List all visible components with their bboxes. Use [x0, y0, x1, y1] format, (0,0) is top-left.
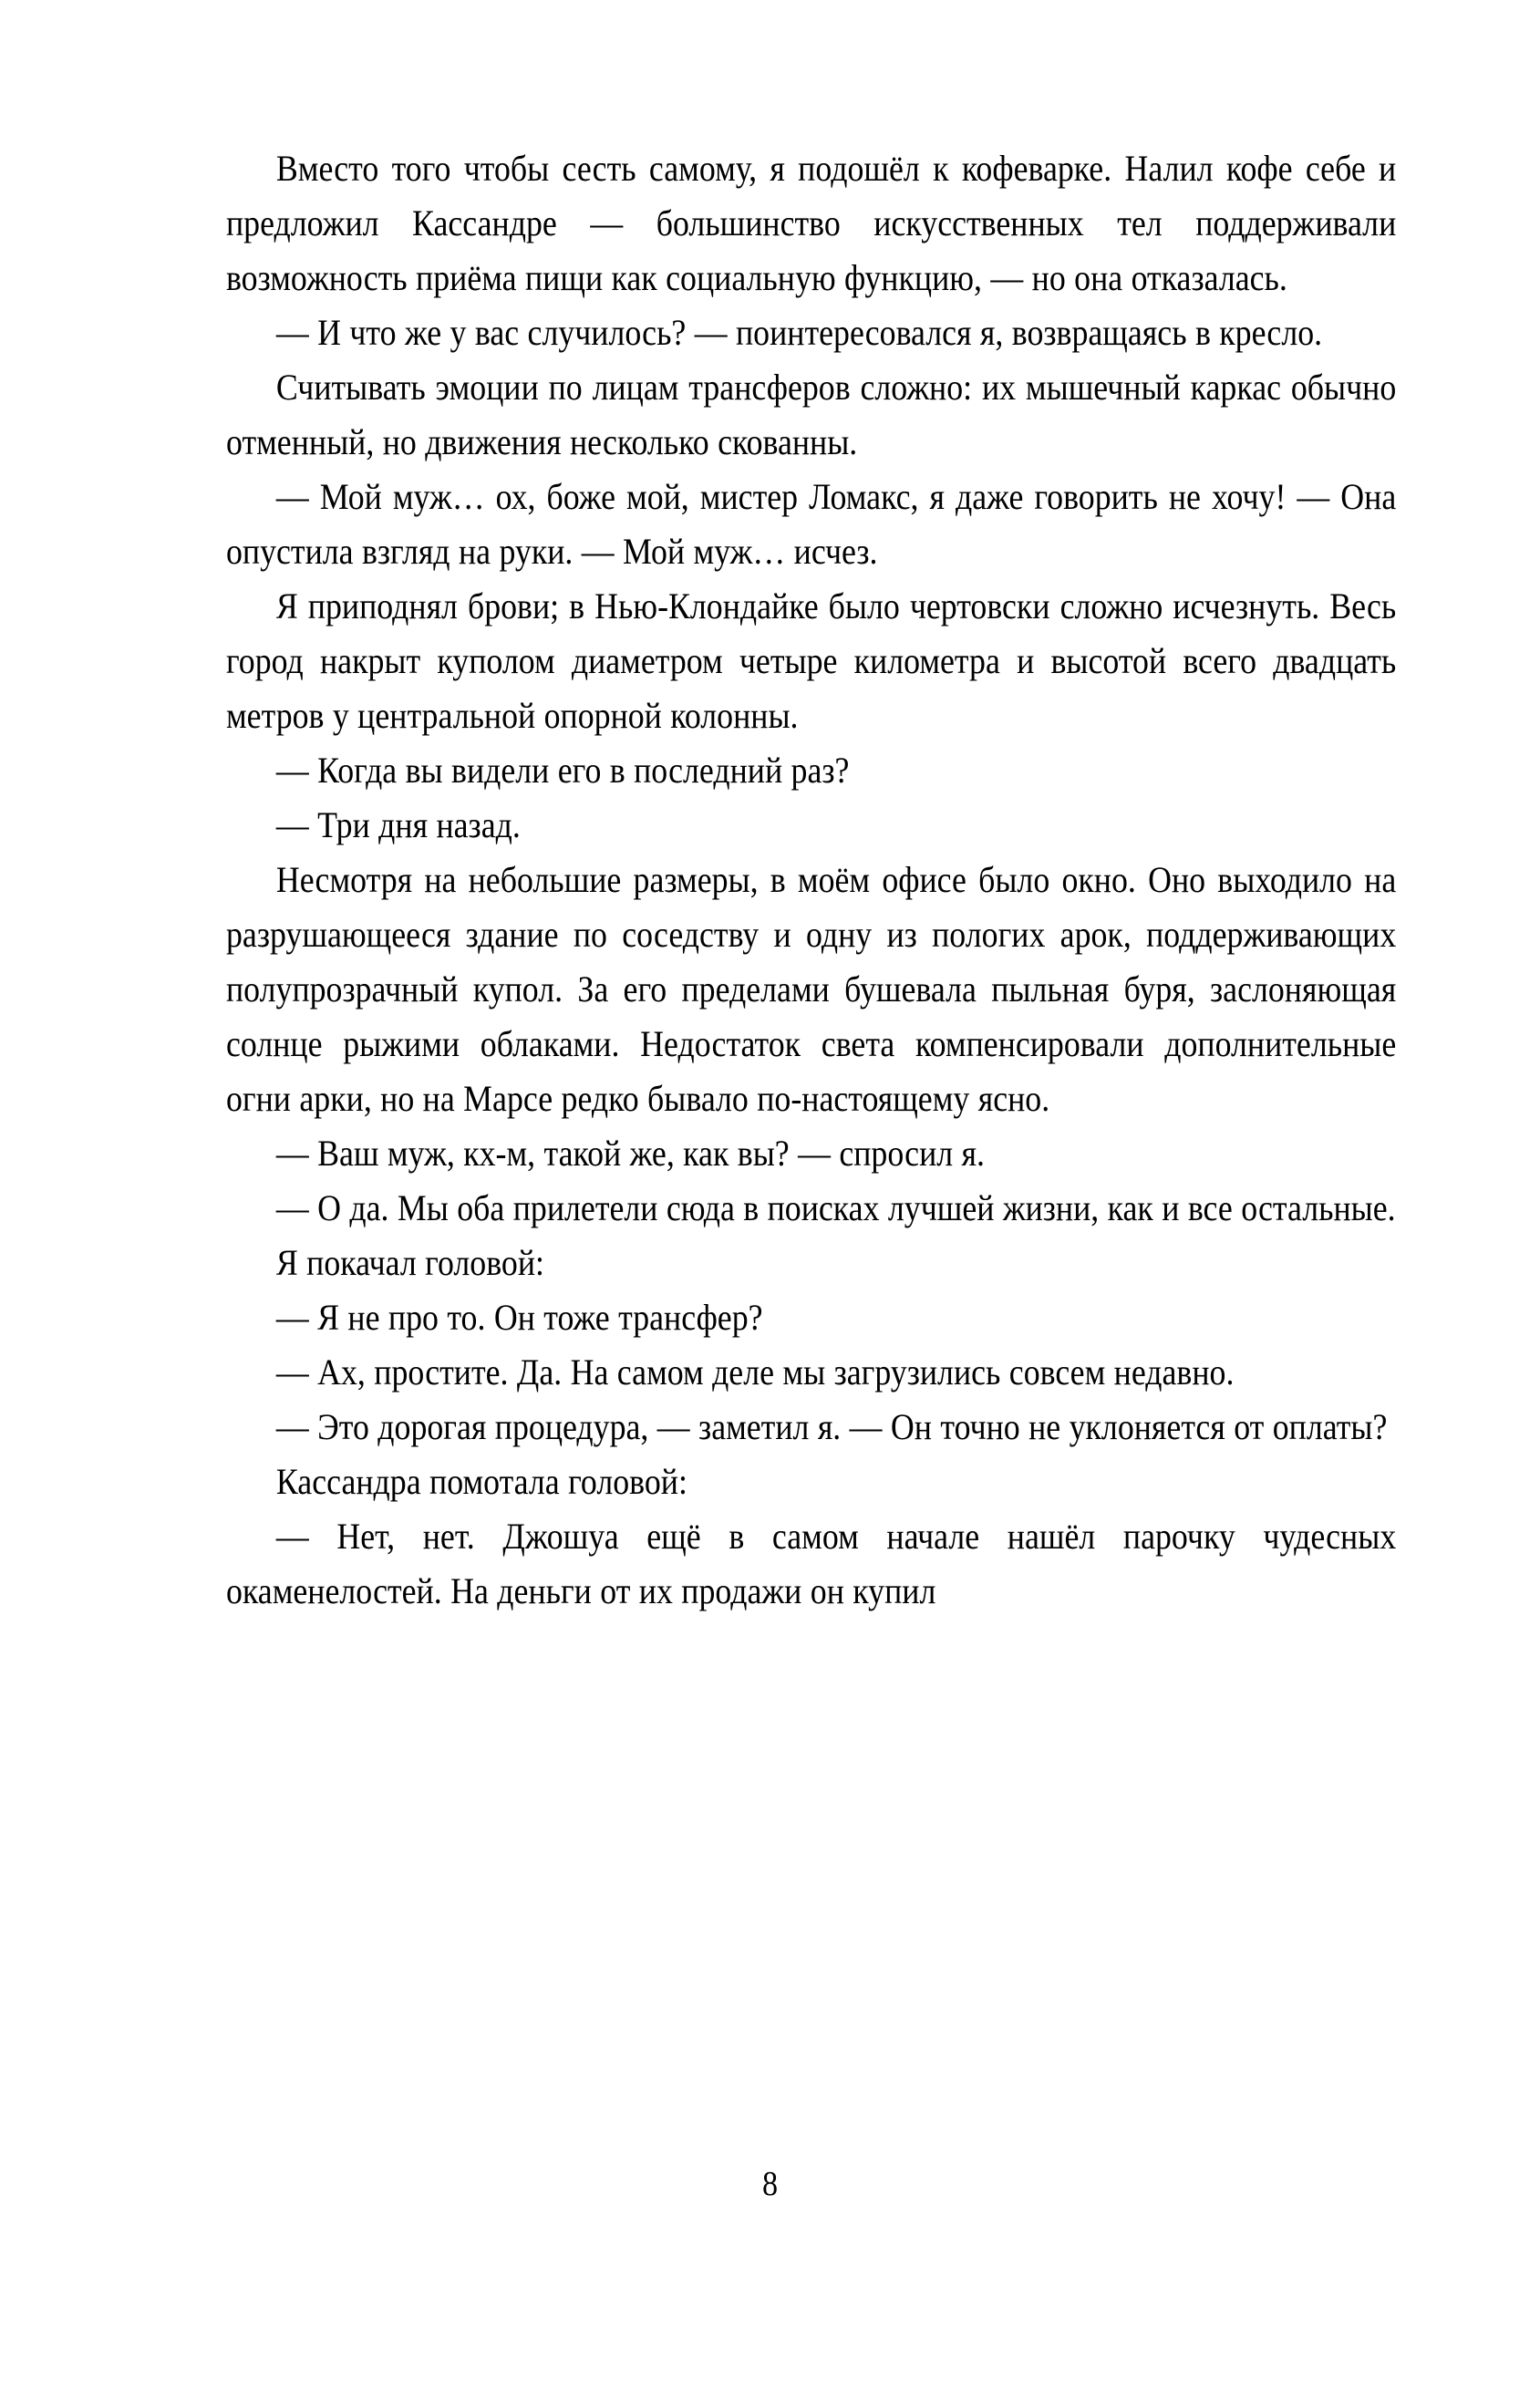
- paragraph: — Мой муж… ох, боже мой, мистер Ломакс, я даже говорить не хочу! — Она опустила взгляд на руки. — Мой муж… исчез.: [226, 476, 1397, 572]
- paragraph: Я приподнял брови; в Нью-Клондайке было чертовски сложно исчезнуть. Весь город накрыт куполом диаметром четыре километра и высотой всего двадцать метров у центральной опорной колонны.: [226, 585, 1397, 736]
- paragraph: Я покачал головой:: [275, 1242, 544, 1283]
- page-text-block: [226, 141, 1396, 1619]
- paragraph: — Это дорогая процедура, — заметил я. — Он точно не уклоняется от оплаты?: [275, 1406, 1388, 1447]
- paragraph: — Я не про то. Он тоже трансфер?: [275, 1297, 763, 1338]
- page-number: 8: [761, 2165, 779, 2203]
- paragraph: Считывать эмоции по лицам трансферов сложно: их мышечный каркас обычно отменный, но движения несколько скованны.: [226, 367, 1397, 462]
- paragraph: — И что же у вас случилось? — поинтересовался я, возвращаясь в кресло.: [275, 312, 1323, 353]
- paragraph: — Три дня назад.: [275, 804, 521, 845]
- paragraph: — Нет, нет. Джошуа ещё в самом начале нашёл парочку чудесных окаменелостей. На деньги от их продажи он купил: [226, 1516, 1397, 1611]
- paragraph: — Ах, простите. Да. На самом деле мы загрузились совсем недавно.: [275, 1351, 1235, 1393]
- paragraph: — О да. Мы оба прилетели сюда в поисках лучшей жизни, как и все остальные.: [275, 1187, 1396, 1228]
- paragraph: Несмотря на небольшие размеры, в моём офисе было окно. Оно выходило на разрушающееся здание по соседству и одну из пологих арок, поддерживающих полупрозрачный купол. За его пределами бушевала пыльная буря, заслоняющая солнце рыжими облаками. Недостаток света компенсировали дополнительные огни арки, но на Марсе редко бывало по-настоящему ясно.: [226, 859, 1397, 1119]
- paragraph: — Ваш муж, кх-м, такой же, как вы? — спросил я.: [275, 1133, 985, 1174]
- paragraph: Кассандра помотала головой:: [275, 1461, 687, 1502]
- paragraph: Вместо того чтобы сесть самому, я подошёл к кофеварке. Налил кофе себе и предложил Кассандре — большинство искусственных тел поддерживали возможность приёма пищи как социальную функцию, — но она отказалась.: [226, 148, 1397, 298]
- paragraph: — Когда вы видели его в последний раз?: [275, 750, 850, 791]
